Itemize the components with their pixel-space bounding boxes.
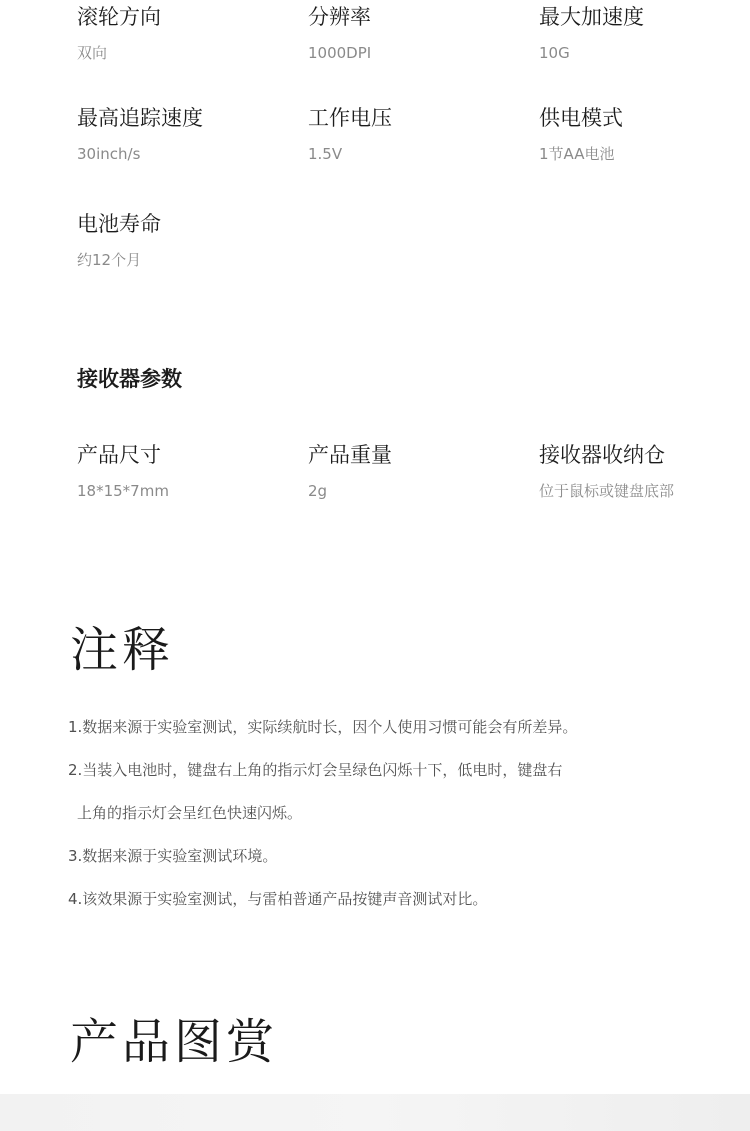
notes-heading: 注释 [70,622,175,678]
spec-value: 位于鼠标或键盘底部 [539,482,675,500]
spec-value: 1.5V [308,145,343,163]
spec-value: 10G [539,44,570,62]
note-line-3: 3.数据来源于实验室测试环境。 [68,847,278,865]
spec-value: 18*15*7mm [77,482,169,500]
spec-value: 双向 [77,44,108,62]
spec-label: 供电模式 [539,106,623,130]
gallery-heading: 产品图赏 [70,1014,279,1070]
spec-label: 产品重量 [308,443,392,467]
spec-value: 2g [308,482,328,500]
note-line-2: 2.当装入电池时，键盘右上角的指示灯会呈绿色闪烁十下，低电时，键盘右 [68,761,563,779]
note-line-2-continued: 上角的指示灯会呈红色快速闪烁。 [77,804,303,822]
spec-label: 电池寿命 [77,212,161,236]
spec-label: 接收器收纳仓 [539,443,665,467]
spec-label: 工作电压 [308,106,392,130]
note-line-4: 4.该效果源于实验室测试，与雷柏普通产品按键声音测试对比。 [68,890,488,908]
note-line-1: 1.数据来源于实验室测试，实际续航时长，因个人使用习惯可能会有所差异。 [68,718,578,736]
spec-value: 30inch/s [77,145,141,163]
spec-value: 1节AA电池 [539,145,615,163]
spec-label: 滚轮方向 [77,5,161,29]
gallery-image-top-edge [0,1094,750,1131]
spec-value: 1000DPI [308,44,372,62]
spec-label: 产品尺寸 [77,443,161,467]
spec-label: 最大加速度 [539,5,644,29]
spec-label: 最高追踪速度 [77,106,203,130]
receiver-section-title: 接收器参数 [77,367,182,391]
spec-label: 分辨率 [308,5,371,29]
spec-value: 约12个月 [77,251,142,269]
